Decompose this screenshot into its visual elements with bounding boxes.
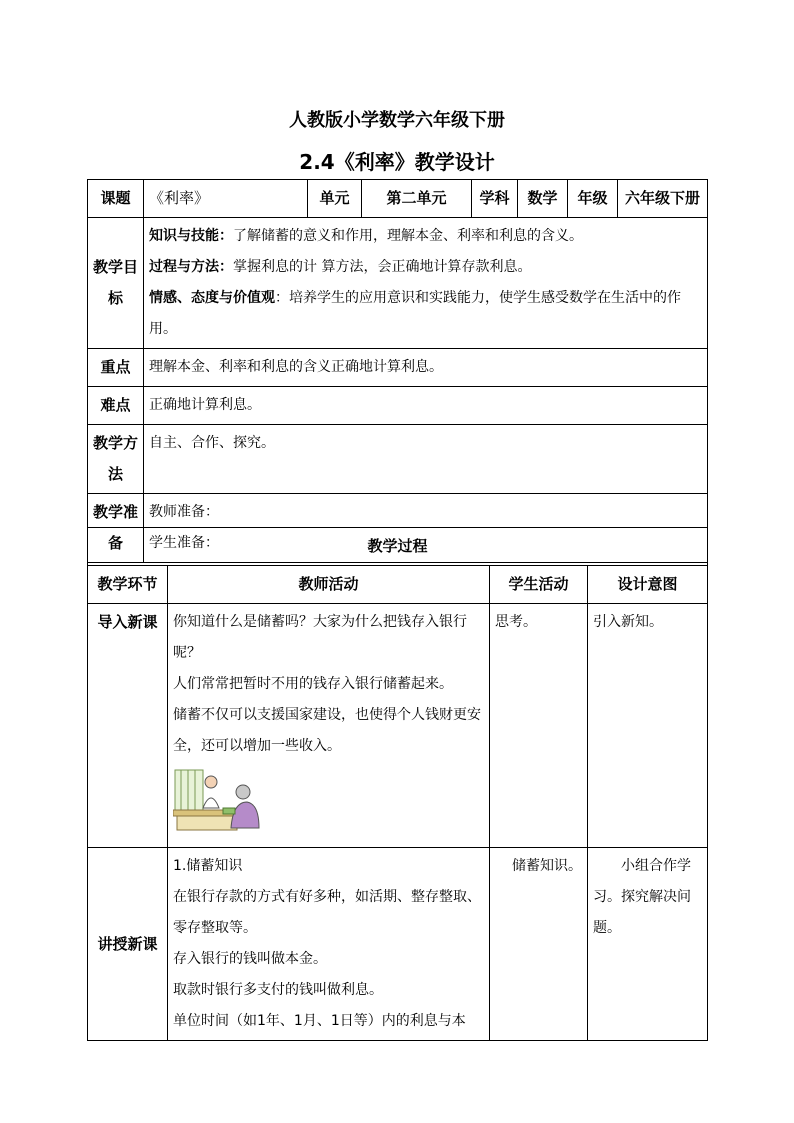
method-content: 自主、合作、探究。 (144, 425, 708, 494)
student-prep: 学生准备： (149, 535, 219, 551)
method-label: 教学方法 (88, 425, 144, 494)
teacher-prep: 教师准备： (149, 504, 219, 520)
grade-label: 年级 (568, 180, 618, 218)
method-row (88, 425, 708, 494)
unit-value: 第二单元 (362, 180, 472, 218)
column-header: 设计意图 (588, 566, 708, 604)
goals-label: 教学目标 (88, 218, 144, 349)
process-table (87, 527, 708, 1041)
process-title-row (88, 528, 708, 566)
difficulty-content: 正确地计算利息。 (144, 387, 708, 425)
goal-item: 情感、态度与价值观：培养学生的应用意识和实践能力，使学生感受数学在生活中的作用。 (149, 290, 681, 337)
teacher-line: 在银行存款的方式有好多种，如活期、整存整取、零存整取等。 (173, 889, 481, 936)
column-header: 教师活动 (168, 566, 490, 604)
design-intent: 小组合作学习。探究解决问题。 (588, 848, 708, 1041)
teacher-activity (168, 848, 490, 1041)
key-row (88, 349, 708, 387)
key-label: 重点 (88, 349, 144, 387)
difficulty-label: 难点 (88, 387, 144, 425)
bank-counter-illustration (173, 768, 265, 832)
column-header: 教学环节 (88, 566, 168, 604)
process-title: 教学过程 (88, 528, 708, 566)
teacher-line: 人们常常把暂时不用的钱存入银行储蓄起来。 (173, 676, 453, 692)
teacher-line: 取款时银行多支付的钱叫做利息。 (173, 982, 383, 998)
unit-label: 单元 (308, 180, 362, 218)
key-content: 理解本金、利率和利息的含义正确地计算利息。 (144, 349, 708, 387)
process-row (88, 848, 708, 1041)
process-header-row (88, 566, 708, 604)
grade-value: 六年级下册 (618, 180, 708, 218)
goals-content (144, 218, 708, 349)
student-activity: 储蓄知识。 (490, 848, 588, 1041)
document-title: 人教版小学数学六年级下册 (289, 110, 505, 131)
difficulty-row (88, 387, 708, 425)
teacher-line: 1.储蓄知识 (173, 858, 243, 874)
teacher-activity (168, 604, 490, 848)
teacher-line: 单位时间（如1年、1月、1日等）内的利息与本 (173, 1013, 466, 1029)
topic-value: 《利率》 (144, 180, 308, 218)
lesson-plan-body (87, 179, 708, 563)
stage-cell: 讲授新课 (88, 848, 168, 1041)
goal-item: 过程与方法：掌握利息的计 算方法，会正确地计算存款利息。 (149, 259, 532, 275)
stage-cell: 导入新课 (88, 604, 168, 848)
teacher-line: 你知道什么是储蓄吗？大家为什么把钱存入银行呢？ (173, 614, 467, 661)
student-activity: 思考。 (490, 604, 588, 848)
subject-label: 学科 (472, 180, 518, 218)
teacher-line: 储蓄不仅可以支援国家建设，也使得个人钱财更安全，还可以增加一些收入。 (173, 707, 481, 754)
goal-item: 知识与技能：了解储蓄的意义和作用，理解本金、利率和利息的含义。 (149, 228, 583, 244)
subject-value: 数学 (518, 180, 568, 218)
process-row (88, 604, 708, 848)
document-subtitle: 2.4《利率》教学设计 (299, 150, 495, 174)
goals-row (88, 218, 708, 349)
design-intent: 引入新知。 (588, 604, 708, 848)
topic-label: 课题 (88, 180, 144, 218)
info-row (88, 180, 708, 218)
prep-label: 教学准备 (88, 494, 144, 563)
teacher-line: 存入银行的钱叫做本金。 (173, 951, 327, 967)
column-header: 学生活动 (490, 566, 588, 604)
